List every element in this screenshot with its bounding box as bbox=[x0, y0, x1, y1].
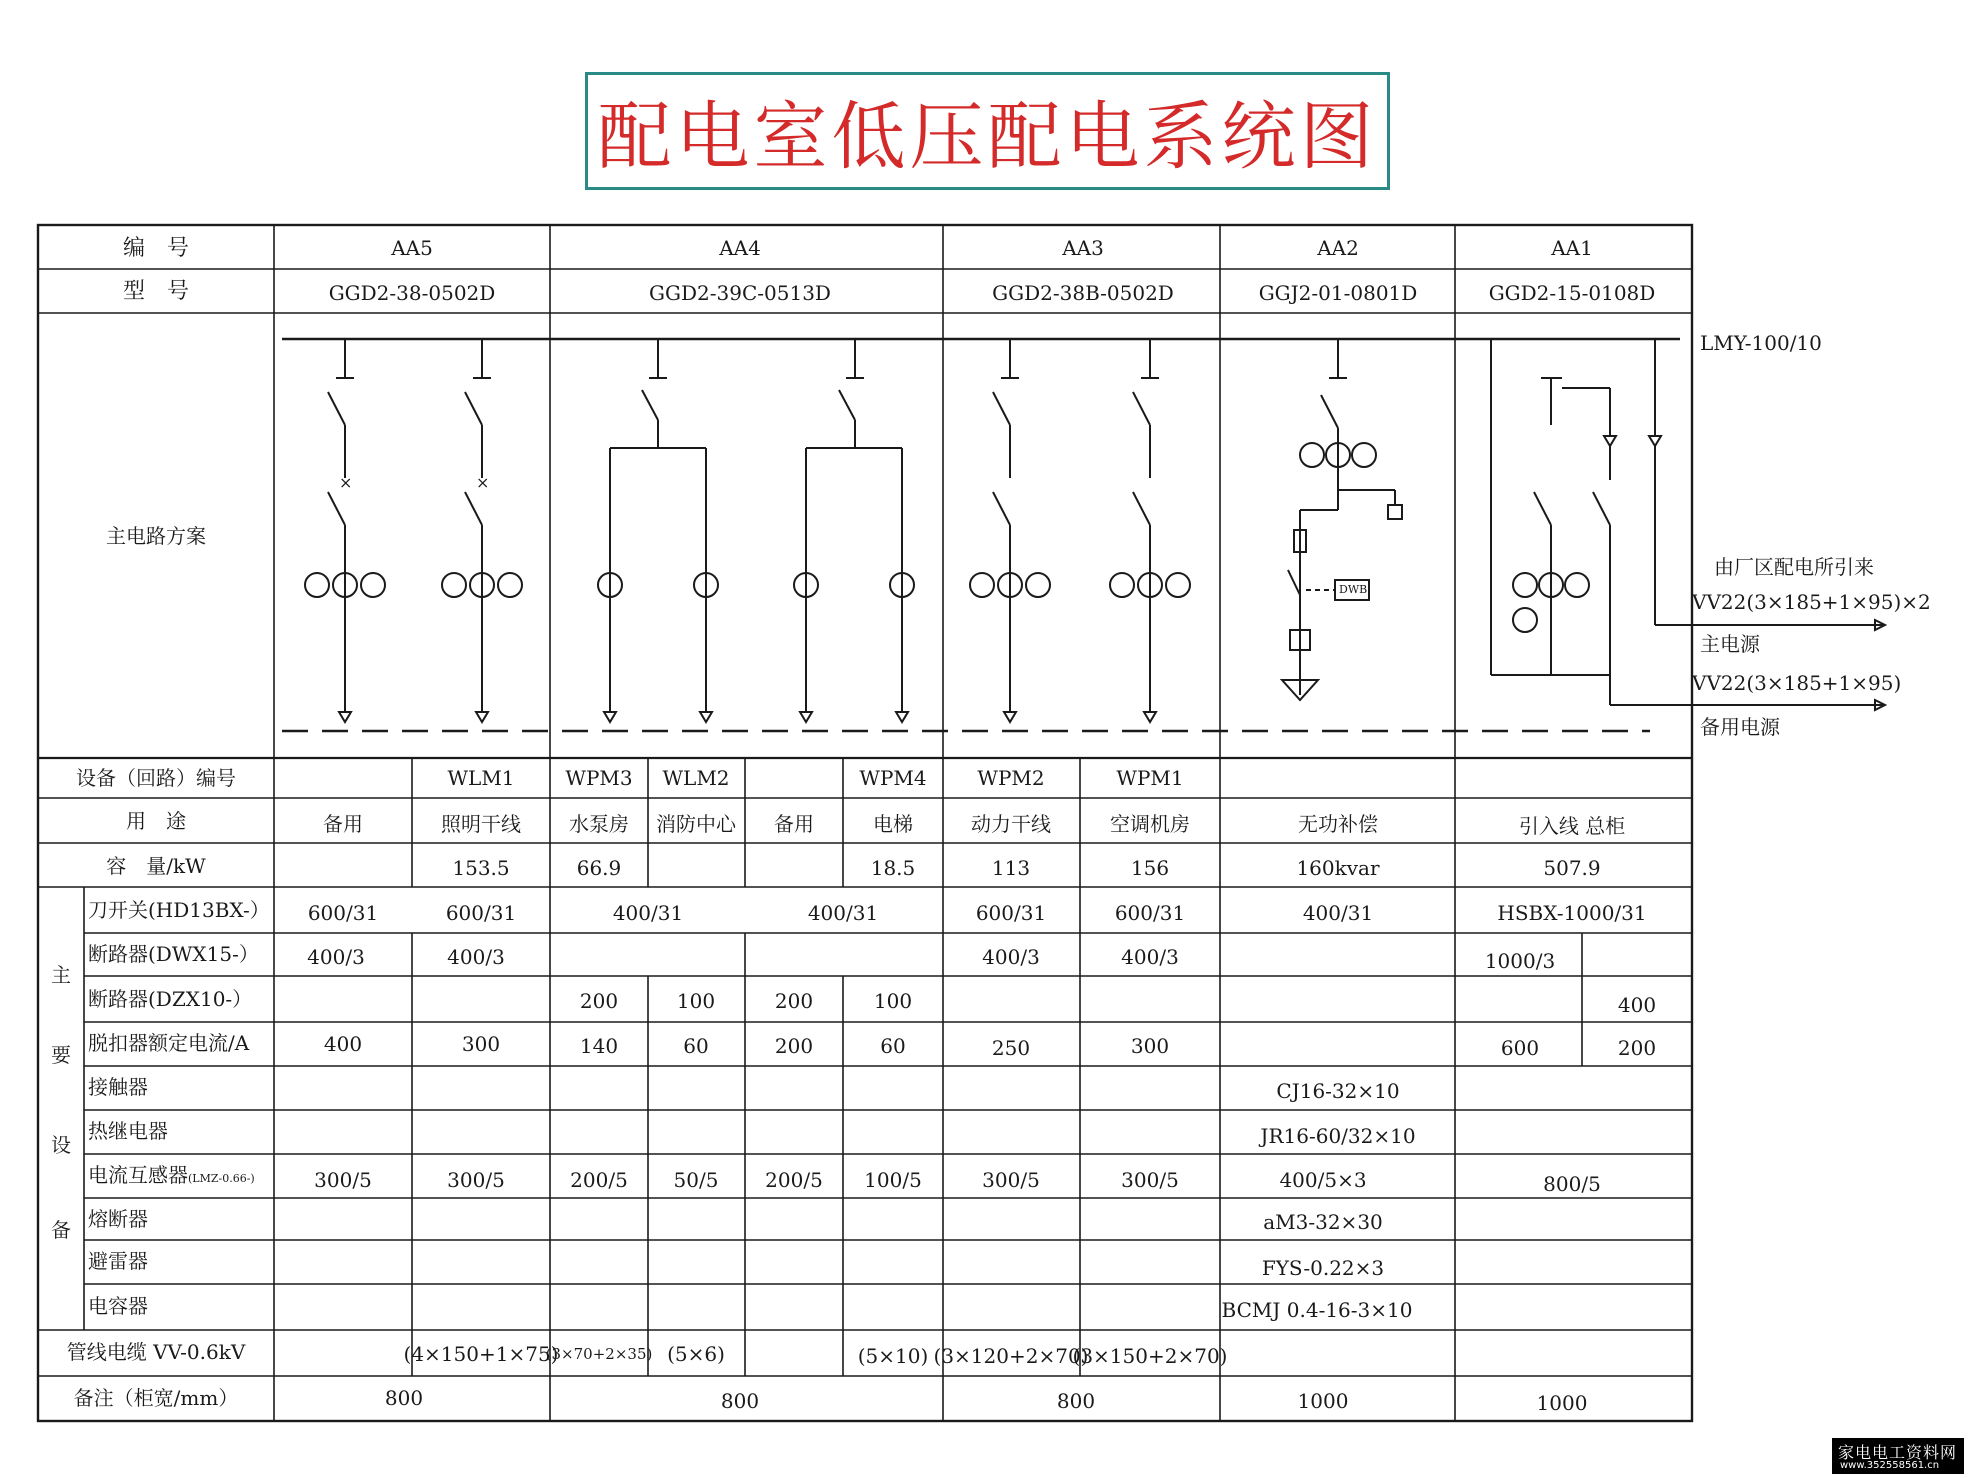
breaker-dwx-value: 400/3 bbox=[982, 945, 1040, 969]
remark-width: 1000 bbox=[1536, 1391, 1588, 1415]
cabinet-id: AA3 bbox=[1062, 236, 1104, 260]
aa2-capacity: 160kvar bbox=[1296, 856, 1380, 880]
row-label-ct bbox=[88, 1165, 255, 1185]
cabinet-id: AA2 bbox=[1317, 236, 1359, 260]
circuit-capacity: 156 bbox=[1130, 856, 1170, 880]
dwb-label: DWB bbox=[1339, 583, 1368, 596]
circuit-code: WPM3 bbox=[565, 766, 633, 790]
feeder-aa1-incoming bbox=[1491, 339, 1885, 710]
knife-switch-value: 400/31 bbox=[612, 901, 684, 925]
row-label-arrester: 避雷器 bbox=[88, 1249, 148, 1273]
feeder-aa2-capacitor bbox=[1282, 339, 1402, 700]
breaker-dzx-value: 100 bbox=[873, 989, 913, 1013]
row-label-model: 型 号 bbox=[122, 279, 190, 304]
trip-current-value: 140 bbox=[579, 1034, 619, 1058]
cable-spec: (4×150+1×75) bbox=[403, 1342, 559, 1366]
busbar-and-schematic bbox=[282, 339, 1885, 731]
row-label-thermal-relay: 热继电器 bbox=[88, 1119, 168, 1143]
breaker-dwx-value: 400/3 bbox=[447, 945, 505, 969]
table-grid bbox=[38, 225, 1692, 1421]
row-label-trip-current: 脱扣器额定电流/A bbox=[88, 1031, 250, 1055]
aa2-fuse: aM3-32×30 bbox=[1263, 1210, 1383, 1234]
row-label-circuit: 设备（回路）编号 bbox=[76, 766, 236, 790]
row-label-id: 编 号 bbox=[122, 236, 190, 261]
main-equipment-label: 备 bbox=[51, 1218, 71, 1242]
cabinet-model: GGD2-15-0108D bbox=[1488, 281, 1656, 305]
circuit-code: WLM2 bbox=[662, 766, 730, 790]
watermark-url: www.352558561.cn bbox=[1840, 1460, 1940, 1471]
trip-current-value: 300 bbox=[1130, 1034, 1170, 1058]
remark-width: 800 bbox=[1056, 1389, 1096, 1413]
trip-current-value: 300 bbox=[461, 1032, 501, 1056]
remark-width: 800 bbox=[720, 1389, 760, 1413]
svg-text:×: × bbox=[476, 473, 490, 492]
feeder-aa3-2 bbox=[1110, 339, 1190, 722]
feeder-aa3-1 bbox=[970, 339, 1050, 722]
breaker-dwx-value: 400/3 bbox=[307, 945, 365, 969]
cable-spec: (3×120+2×70) bbox=[933, 1344, 1089, 1368]
backup-cable-label: VV22(3×185+1×95) bbox=[1692, 671, 1902, 695]
busbar-label: LMY-100/10 bbox=[1700, 331, 1822, 355]
breaker-dwx-value: 400/3 bbox=[1121, 945, 1179, 969]
cabinet-id: AA1 bbox=[1551, 236, 1593, 260]
main-equipment-label: 主 bbox=[51, 963, 71, 987]
row-label-remark: 备注（柜宽/mm） bbox=[73, 1386, 239, 1410]
svg-text:×: × bbox=[339, 473, 353, 492]
aa1-usage: 引入线 总柜 bbox=[1518, 814, 1626, 838]
knife-switch-value: 600/31 bbox=[307, 901, 379, 925]
cabinet-id: AA4 bbox=[719, 236, 761, 260]
aa2-capacitor: BCMJ 0.4-16-3×10 bbox=[1221, 1298, 1413, 1322]
breaker-dzx-value: 200 bbox=[579, 989, 619, 1013]
breaker-dzx-value: 100 bbox=[676, 989, 716, 1013]
ct-value: 50/5 bbox=[673, 1168, 719, 1192]
row-label-contactor: 接触器 bbox=[88, 1075, 148, 1099]
page-title: 配电室低压配电系统图 bbox=[597, 94, 1378, 180]
aa1-capacity: 507.9 bbox=[1543, 856, 1601, 880]
row-label-breaker-dzx: 断路器(DZX10-） bbox=[88, 987, 253, 1011]
aa1-breaker-dzx-value: 400 bbox=[1617, 993, 1657, 1017]
main-cable-label: VV22(3×185+1×95)×2 bbox=[1692, 590, 1931, 614]
knife-switch-value: 400/31 bbox=[807, 901, 879, 925]
circuit-usage: 消防中心 bbox=[656, 812, 736, 836]
aa2-contactor: CJ16-32×10 bbox=[1276, 1079, 1400, 1103]
scheme-label: 主电路方案 bbox=[106, 524, 206, 548]
row-label-fuse: 熔断器 bbox=[88, 1207, 148, 1231]
remark-width: 800 bbox=[384, 1386, 424, 1410]
cable-spec: (5×6) bbox=[667, 1342, 725, 1366]
circuit-capacity: 113 bbox=[991, 856, 1031, 880]
cable-spec: (3×150+2×70) bbox=[1072, 1344, 1228, 1368]
aa1-ct-value: 800/5 bbox=[1543, 1172, 1601, 1196]
circuit-usage: 备用 bbox=[323, 812, 363, 836]
incoming-from-label: 由厂区配电所引来 bbox=[1714, 555, 1874, 579]
backup-power-label: 备用电源 bbox=[1700, 715, 1780, 739]
main-equipment-label: 设 bbox=[51, 1133, 71, 1157]
knife-switch-value: 600/31 bbox=[975, 901, 1047, 925]
trip-current-value: 250 bbox=[991, 1036, 1031, 1060]
trip-current-value: 60 bbox=[880, 1034, 906, 1058]
circuit-capacity: 66.9 bbox=[576, 856, 622, 880]
row-label-usage: 用 途 bbox=[126, 809, 186, 833]
knife-switch-value: 400/31 bbox=[1302, 901, 1374, 925]
knife-switch-value: 600/31 bbox=[445, 901, 517, 925]
feeder-aa5-2 bbox=[442, 339, 522, 722]
ct-value: 200/5 bbox=[765, 1168, 823, 1192]
knife-switch-value: HSBX-1000/31 bbox=[1497, 901, 1647, 925]
ct-value: 200/5 bbox=[570, 1168, 628, 1192]
cabinet-model: GGD2-38-0502D bbox=[328, 281, 496, 305]
row-label-breaker-dwx: 断路器(DWX15-） bbox=[88, 942, 259, 966]
feeder-aa4-2 bbox=[794, 339, 914, 722]
watermark-badge bbox=[1832, 1438, 1964, 1474]
circuit-usage: 备用 bbox=[774, 812, 814, 836]
circuit-capacity: 18.5 bbox=[870, 856, 916, 880]
row-label-capacity: 容 量/kW bbox=[106, 854, 206, 878]
ct-label-main: 电流互感器 bbox=[88, 1163, 188, 1187]
cable-spec: (5×10) bbox=[857, 1344, 929, 1368]
ct-value: 300/5 bbox=[982, 1168, 1040, 1192]
watermark-title: 家电电工资料网 bbox=[1838, 1443, 1958, 1462]
ct-label-model: (LMZ-0.66-) bbox=[188, 1172, 255, 1185]
breaker-dzx-value: 200 bbox=[774, 989, 814, 1013]
circuit-capacity: 153.5 bbox=[452, 856, 510, 880]
circuit-usage: 动力干线 bbox=[971, 812, 1051, 836]
circuit-usage: 水泵房 bbox=[569, 812, 629, 836]
aa1-trip-current-value: 200 bbox=[1617, 1036, 1657, 1060]
ct-value: 300/5 bbox=[1121, 1168, 1179, 1192]
circuit-usage: 照明干线 bbox=[441, 812, 521, 836]
aa2-thermal-relay: JR16-60/32×10 bbox=[1260, 1124, 1416, 1148]
circuit-code: WPM1 bbox=[1116, 766, 1184, 790]
ct-value: 300/5 bbox=[314, 1168, 372, 1192]
main-power-label: 主电源 bbox=[1700, 632, 1760, 656]
cabinet-model: GGD2-38B-0502D bbox=[992, 281, 1174, 305]
cabinet-model: GGD2-39C-0513D bbox=[649, 281, 831, 305]
knife-switch-value: 600/31 bbox=[1114, 901, 1186, 925]
circuit-usage: 空调机房 bbox=[1110, 812, 1190, 836]
remark-width: 1000 bbox=[1297, 1389, 1349, 1413]
feeder-aa4-1 bbox=[598, 339, 718, 722]
ct-value: 300/5 bbox=[447, 1168, 505, 1192]
row-label-knife-switch: 刀开关(HD13BX-） bbox=[88, 898, 270, 922]
cabinet-id: AA5 bbox=[391, 236, 433, 260]
trip-current-value: 200 bbox=[774, 1034, 814, 1058]
aa2-ct-value: 400/5×3 bbox=[1279, 1168, 1367, 1192]
row-label-cable: 管线电缆 VV-0.6kV bbox=[66, 1340, 246, 1364]
aa1-trip-current-value: 600 bbox=[1500, 1036, 1540, 1060]
circuit-code: WLM1 bbox=[447, 766, 515, 790]
cable-spec: (3×70+2×35) bbox=[545, 1345, 653, 1363]
ct-value: 100/5 bbox=[864, 1168, 922, 1192]
aa2-arrester: FYS-0.22×3 bbox=[1261, 1256, 1385, 1280]
circuit-code: WPM4 bbox=[859, 766, 927, 790]
aa1-breaker-dwx-value: 1000/3 bbox=[1484, 949, 1556, 973]
trip-current-value: 60 bbox=[683, 1034, 709, 1058]
aa2-usage: 无功补偿 bbox=[1298, 812, 1378, 836]
circuit-usage: 电梯 bbox=[873, 812, 913, 836]
cabinet-model: GGJ2-01-0801D bbox=[1258, 281, 1418, 305]
circuit-code: WPM2 bbox=[977, 766, 1045, 790]
main-equipment-label: 要 bbox=[51, 1043, 71, 1067]
row-label-capacitor: 电容器 bbox=[88, 1294, 148, 1318]
trip-current-value: 400 bbox=[323, 1032, 363, 1056]
feeder-aa5-1 bbox=[305, 339, 385, 722]
